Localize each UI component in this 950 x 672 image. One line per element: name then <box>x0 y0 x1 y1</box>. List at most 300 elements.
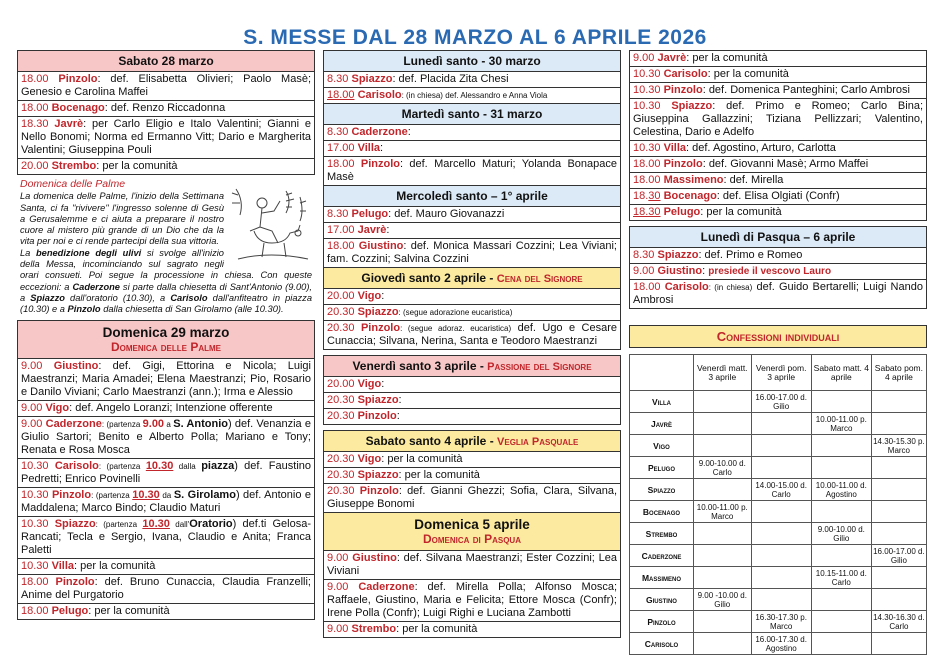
mass-place: Strembo <box>51 160 97 172</box>
confessions-cell <box>811 435 871 457</box>
confessions-cell <box>694 391 752 413</box>
mass-row <box>324 551 620 580</box>
mass-time: 9.00 <box>21 359 43 372</box>
confessions-row <box>630 391 927 413</box>
mass-row <box>630 264 926 280</box>
mass-place: Javrè <box>657 52 687 64</box>
mass-intentions: : per la comunità <box>88 604 170 617</box>
mass-intentions: : per la comunità <box>74 559 156 572</box>
procession-note: da <box>159 490 174 500</box>
mass-time: 20.00 <box>21 160 49 172</box>
mass-row <box>324 409 620 424</box>
mass-time: 9.00 <box>327 552 349 564</box>
mass-intentions: ) def.ti Gelosa-Rancati; Tecla e Sergio, Ivana, Claudio e Anita; Franca Paletti <box>21 517 312 556</box>
note-text: dall'oratorio (10.30), a <box>64 292 171 303</box>
mass-time: 9.00 <box>21 401 43 414</box>
mass-intentions: def. Ugo e Cesare Cunaccia; Silvana, Nerina, Santa e Teodoro Maestranzi <box>327 322 617 347</box>
note-bold: Carisolo <box>170 292 208 303</box>
confessions-cell <box>751 589 811 611</box>
confessions-cell <box>751 391 811 413</box>
confessions-cell <box>694 523 752 545</box>
mass-place: Spiazzo <box>357 469 399 481</box>
mass-time: 10.30 <box>21 517 49 530</box>
mass-place: Giustino <box>53 359 99 372</box>
mass-place: Javrè <box>54 118 84 130</box>
confessions-slot: 14.30-15.30 p. Marco <box>873 436 925 455</box>
confessions-header-row <box>630 355 927 391</box>
mass-intentions: : def. Bruno Cunaccia, Claudia Franzelli; Anime del Purgatorio <box>21 575 311 601</box>
mass-row <box>630 51 926 67</box>
mass-note: : (in chiesa) <box>708 283 753 292</box>
mass-row <box>324 157 620 185</box>
sunday-5-box <box>323 513 621 638</box>
mass-row <box>630 99 926 141</box>
mass-time: 8.30 <box>327 73 349 85</box>
note-bold: Pinzolo <box>67 304 101 315</box>
mass-time: 10.30 <box>21 459 49 472</box>
confessions-row <box>630 435 927 457</box>
easter-monday-box <box>629 226 927 309</box>
confessions-cell <box>694 545 752 567</box>
saturday-4-box <box>323 430 621 513</box>
confessions-cell <box>694 435 752 457</box>
mass-row <box>324 72 620 88</box>
mass-row <box>18 101 314 117</box>
mass-time-changed: 30 <box>648 190 661 202</box>
mass-row <box>630 157 926 173</box>
confessions-row <box>630 413 927 435</box>
procession-time: 10.30 <box>132 488 160 501</box>
mass-time: 20.00 <box>327 378 355 390</box>
mass-intentions: : per la comunità <box>707 68 789 80</box>
mass-place: Pelugo <box>51 604 89 617</box>
mass-intentions: : per la comunità <box>700 206 782 218</box>
mass-intentions: : per Carlo Eligio e Italo Valentini; Gianni e Nello Bonomi; Norma ed Ermanno Vitt; Dario e Margherita Valentini; Giuseppina Pouli <box>21 118 311 156</box>
mass-place: Vigo <box>357 453 382 465</box>
mass-place: Giustino <box>352 552 397 564</box>
confessions-slot: 16.30-17.30 p. Marco <box>755 612 807 631</box>
mass-intentions: : def. Placida Zita Chesi <box>392 73 509 85</box>
sunday-5-header <box>324 513 620 551</box>
mass-time: 8.30 <box>327 208 349 220</box>
mass-place: Spiazzo <box>657 249 699 261</box>
tuesday-31-header: Martedì santo - 31 marzo <box>324 104 620 125</box>
mass-place: Bocenago <box>51 102 105 114</box>
confessions-cell <box>871 611 926 633</box>
mass-intentions: def. Guido Bertarelli; Luigi Nando Ambrosi <box>633 281 923 306</box>
mass-intentions: : def. Marcello Maturi; Yolanda Bonapace Masè <box>327 158 617 183</box>
confessions-place: Massimeno <box>630 567 694 589</box>
mass-time: 18.00 <box>327 89 355 101</box>
mass-time: 18.00 <box>327 158 355 170</box>
mass-row <box>18 159 314 174</box>
confessions-slot: 14.00-15.00 d. Carlo <box>755 480 807 499</box>
mass-time: 20.30 <box>327 410 355 422</box>
confessions-cell <box>811 501 871 523</box>
confessions-cell <box>694 589 752 611</box>
mass-intentions: : per la comunità <box>96 160 178 172</box>
confessions-slot: 16.00-17.00 d. Gilio <box>755 392 807 411</box>
mass-time: 17.00 <box>327 224 355 236</box>
confessions-place: Pinzolo <box>630 611 694 633</box>
confessions-title: Confessioni individuali <box>629 325 927 348</box>
confessions-cell <box>871 413 926 435</box>
mass-place: Spiazzo <box>54 517 96 530</box>
confessions-row <box>630 523 927 545</box>
note-bold: Caderzone <box>72 281 120 292</box>
mass-intentions: : def. Gigi, Ettorina e Nicola; Luigi Maestranzi; Maria Amadei; Elena Maestranzi; Pio, Rosario e Danilo Viviani; Carlo Maestranzi (ann.); Irma e Alessio <box>21 359 311 398</box>
mass-place: Carisolo <box>663 68 708 80</box>
mass-place: Bocenago <box>663 190 717 202</box>
mass-intentions: : def. Mirella Polla; Alfonso Mosca; Raffaele, Giustino, Maria e Felicita; Ettore Mosca (Confr); Irene Polla (Confr); Luigi Righi e Luciana Zambotti <box>327 581 617 619</box>
confessions-row <box>630 611 927 633</box>
mass-intentions: : def. Mauro Giovanazzi <box>388 208 505 220</box>
mass-place: Vigo <box>357 378 382 390</box>
mass-place: Pinzolo <box>51 488 92 501</box>
confessions-cell <box>751 479 811 501</box>
procession-note: : (partenza <box>91 490 133 500</box>
confessions-cell <box>751 611 811 633</box>
confessions-cell <box>871 501 926 523</box>
mass-time: 10.30 <box>21 559 49 572</box>
mass-time: 20.30 <box>327 306 355 318</box>
procession-note: : (partenza <box>98 461 146 471</box>
mass-time: 9.00 <box>21 417 43 430</box>
mass-row <box>324 223 620 239</box>
confessions-slot: 16.00-17.30 d. Agostino <box>755 634 807 653</box>
mass-intentions: : per la comunità <box>686 52 768 64</box>
procession-time: 10.30 <box>145 459 174 472</box>
confessions-cell <box>871 633 926 655</box>
mass-intentions: : def. Elisa Olgiati (Confr) <box>716 190 840 202</box>
mass-time: 10.30 <box>633 142 661 154</box>
confessions-place: Javrè <box>630 413 694 435</box>
confessions-cell <box>811 523 871 545</box>
mass-time: 18.00 <box>21 575 49 588</box>
sunday-29-header <box>18 321 314 359</box>
mass-time: 20.00 <box>327 290 355 302</box>
mass-row <box>630 173 926 189</box>
confessions-cell <box>751 633 811 655</box>
confessions-cell <box>694 479 752 501</box>
confessions-slot: 14.30-16.30 d. Carlo <box>873 612 925 631</box>
mass-intentions: : per la comunità <box>396 623 478 635</box>
mass-place: Carisolo <box>664 281 709 293</box>
confessions-cell <box>751 457 811 479</box>
column-middle <box>323 50 621 638</box>
mass-note: : (segue adorazione eucaristica) <box>398 308 513 317</box>
friday-3-box <box>323 355 621 425</box>
confessions-cell <box>751 523 811 545</box>
mass-place: Carisolo <box>357 89 402 101</box>
palm-sunday-title: Domenica delle Palme <box>20 178 126 190</box>
mass-time: 18.00 <box>633 174 661 186</box>
confessions-slot: 10.00-11.00 p. Marco <box>815 414 867 433</box>
sunday-29-subtitle: Domenica delle Palme <box>110 339 221 354</box>
confessions-place: Spiazzo <box>630 479 694 501</box>
mass-row <box>324 289 620 305</box>
mass-time: 18. <box>633 190 649 202</box>
confessions-corner <box>630 355 694 391</box>
mass-row <box>630 67 926 83</box>
mass-intentions: : def. Primo e Romeo; Carlo Bina; Giuseppina Gallazzini; Tiziana Pellizzari; Valentino, Celestina, Dario e Adelfo <box>633 100 923 138</box>
confessions-cell <box>811 589 871 611</box>
confessions-place: Bocenago <box>630 501 694 523</box>
mass-time: 10.30 <box>633 68 661 80</box>
mass-place: Pelugo <box>351 208 389 220</box>
confessions-cell <box>694 611 752 633</box>
mass-row <box>630 280 926 308</box>
friday-3-header <box>324 356 620 377</box>
mass-row <box>324 622 620 637</box>
page-title: S. MESSE DAL 28 MARZO AL 6 APRILE 2026 <box>243 26 707 49</box>
confessions-slot: 9.00 -10.00 d. Gilio <box>697 590 747 609</box>
easter-monday-header: Lunedì di Pasqua – 6 aprile <box>630 227 926 248</box>
confessions-cell <box>694 633 752 655</box>
confessions-cell <box>871 589 926 611</box>
thursday-2-box <box>323 268 621 350</box>
mass-row <box>630 205 926 220</box>
mass-intentions: : def. Elisabetta Olivieri; Paolo Masè; Genesio e Carolina Maffei <box>21 73 312 98</box>
mass-intentions: : <box>386 224 390 236</box>
mass-intentions: : def. Silvana Maestranzi; Ester Cozzini; Lea Viviani <box>327 552 618 577</box>
confessions-cell <box>694 501 752 523</box>
sunday-29-date: Domenica 29 marzo <box>102 324 230 340</box>
confessions-place: Pelugo <box>630 457 694 479</box>
mass-row <box>630 248 926 264</box>
tuesday-31-box <box>323 104 621 186</box>
mass-time: 20.30 <box>327 485 355 497</box>
confessions-cell <box>811 611 871 633</box>
confessions-row <box>630 567 927 589</box>
mass-row <box>18 72 314 101</box>
saturday-4-header <box>324 431 620 452</box>
mass-time: 18.00 <box>21 604 49 617</box>
thursday-2-header <box>324 268 620 289</box>
mass-place: Giustino <box>657 265 703 277</box>
mass-time: 9.00 <box>633 265 655 277</box>
mass-place: Pinzolo <box>357 410 397 422</box>
confessions-cell <box>751 413 811 435</box>
friday-3-subtitle: Passione del Signore <box>487 361 592 373</box>
confessions-cell <box>811 391 871 413</box>
mass-place: Villa <box>357 142 381 154</box>
confessions-cell <box>694 567 752 589</box>
confessions-place: Strembo <box>630 523 694 545</box>
mass-intentions: : def. Angelo Loranzi; Intenzione offerente <box>69 401 273 414</box>
mass-place: Spiazzo <box>357 394 399 406</box>
confessions-place: Villa <box>630 391 694 413</box>
mass-place: Spiazzo <box>357 306 399 318</box>
mass-intentions: : def. Monica Massari Cozzini; Lea Viviani; fam. Cozzini; Salvina Cozzini <box>327 240 617 265</box>
mass-row <box>18 117 314 159</box>
thursday-2-subtitle: Cena del Signore <box>496 273 583 285</box>
confessions-cell <box>811 545 871 567</box>
mass-place: Caderzone <box>45 417 102 430</box>
confessions-cell <box>871 435 926 457</box>
mass-time: 18.00 <box>633 158 661 170</box>
saturday-4-subtitle: Veglia Pasquale <box>497 436 579 448</box>
mass-time: 18.30 <box>21 118 49 130</box>
confessions-slot: 10.00-11.00 p. Marco <box>696 502 748 521</box>
saturday-28-header: Sabato 28 marzo <box>18 51 314 72</box>
mass-intentions: : <box>702 265 709 277</box>
wednesday-1-header: Mercoledì santo – 1° aprile <box>324 186 620 207</box>
confessions-row <box>630 457 927 479</box>
monday-30-header: Lunedì santo - 30 marzo <box>324 51 620 72</box>
mass-row <box>324 141 620 157</box>
confessions-place: Giustino <box>630 589 694 611</box>
mass-place: Pinzolo <box>359 485 399 497</box>
confessions-cell <box>751 545 811 567</box>
mass-time: 18.00 <box>327 240 355 252</box>
confessions-slot: 16.00-17.00 d. Gilio <box>873 546 925 565</box>
mass-intentions: : def. Giovanni Masè; Armo Maffei <box>702 158 869 170</box>
mass-time: 9.00 <box>327 581 349 593</box>
mass-intentions: : def. Gianni Ghezzi; Sofia, Clara, Silvana, Giuseppe Bonomi <box>327 485 617 510</box>
mass-row <box>324 239 620 267</box>
confessions-cell <box>871 391 926 413</box>
mass-intentions: ) def. Antonio e Maddalena; Marco Bindo; Claudio Maturi <box>21 488 312 514</box>
confessions-cell <box>871 567 926 589</box>
procession-note: : (partenza <box>101 419 143 429</box>
mass-place: Pelugo <box>663 206 701 218</box>
confessions-row <box>630 589 927 611</box>
mass-time: 10.30 <box>633 84 661 96</box>
mass-intentions: : <box>398 394 402 406</box>
mass-intentions: : per la comunità <box>381 453 463 465</box>
mass-row <box>324 393 620 409</box>
mass-place: Spiazzo <box>671 100 713 112</box>
bishop-note: presiede il vescovo Lauro <box>708 266 832 277</box>
mass-intentions: ) def. Faustino Pedretti; Enrico Povinelli <box>21 459 311 485</box>
mass-row <box>18 459 314 488</box>
confessions-cell <box>871 457 926 479</box>
mass-note: : (in chiesa) <box>401 91 443 100</box>
friday-3-date: Venerdì santo 3 aprile - <box>352 359 488 373</box>
mass-time: 9.00 <box>633 52 655 64</box>
mass-row <box>18 359 314 401</box>
confessions-slot: 10.00-11.00 d. Agostino <box>815 480 867 499</box>
confessions-cell <box>751 567 811 589</box>
mass-time: 20.30 <box>327 322 355 334</box>
mass-row <box>324 321 620 349</box>
mass-intentions: : def. Domenica Panteghini; Carlo Ambrosi <box>702 84 910 96</box>
confessions-slot: 9.00-10.00 d. Gilio <box>817 524 865 543</box>
mass-place: Vigo <box>357 290 382 302</box>
mass-intentions: ) def. Venanzia e Giulio Sartori; Benito e Alberto Polla; Mariano e Tony; Renata e Rosa Mosca <box>21 417 311 456</box>
monday-30-box <box>323 50 621 104</box>
procession-start: S. Antonio <box>173 417 228 430</box>
mass-place: Spiazzo <box>351 73 393 85</box>
mass-time: 8.30 <box>327 126 349 138</box>
mass-place: Giustino <box>358 240 404 252</box>
mass-intentions: def. Alessandro e Anna Viola <box>442 91 548 100</box>
confessions-row <box>630 633 927 655</box>
mass-intentions: : <box>407 126 411 138</box>
mass-place: Strembo <box>351 623 397 635</box>
procession-note: : (partenza <box>95 519 143 529</box>
mass-place: Javrè <box>357 224 387 236</box>
confessions-col-header: Venerdì pom. 3 aprile <box>751 355 811 391</box>
mass-time: 18.00 <box>21 102 49 114</box>
mass-time: 18.00 <box>21 73 49 85</box>
confessions-cell <box>871 545 926 567</box>
confessions-row <box>630 545 927 567</box>
note-text: dall'anfiteatro in piazza (10.30) e a <box>20 292 313 315</box>
mass-row <box>324 468 620 484</box>
thursday-2-date: Giovedì santo 2 aprile - <box>361 271 497 285</box>
confessions-col-header: Sabato matt. 4 aprile <box>811 355 871 391</box>
mass-intentions: : def. Agostino, Arturo, Carlotta <box>686 142 836 154</box>
mass-place: Pinzolo <box>663 84 703 96</box>
procession-note: dall' <box>169 519 190 529</box>
mass-row <box>324 207 620 223</box>
procession-note: dalla <box>173 461 202 471</box>
column-right <box>629 50 927 655</box>
confessions-slot: 9.00-10.00 d. Carlo <box>698 458 746 477</box>
mass-place: Massimeno <box>663 174 724 186</box>
mass-time: 20.30 <box>327 453 355 465</box>
confessions-cell <box>811 567 871 589</box>
mass-time: 20.30 <box>327 469 355 481</box>
mass-intentions: : per la comunità <box>398 469 480 481</box>
confessions-place: Caderzone <box>630 545 694 567</box>
mass-row <box>324 305 620 321</box>
mass-time-changed: 18.30 <box>633 206 661 218</box>
confessions-cell <box>871 523 926 545</box>
confessions-col-header: Venerdì matt. 3 aprile <box>694 355 752 391</box>
mass-time: 9.00 <box>327 623 349 635</box>
mass-row <box>324 484 620 512</box>
confessions-cell <box>694 457 752 479</box>
mass-place: Pinzolo <box>663 158 703 170</box>
mass-row <box>18 575 314 604</box>
confessions-cell <box>811 633 871 655</box>
mass-row <box>18 559 314 575</box>
mass-place: Pinzolo <box>360 158 400 170</box>
palm-sunday-note <box>17 175 315 320</box>
mass-row <box>18 517 314 559</box>
mass-intentions: : <box>396 410 400 422</box>
mass-row <box>630 83 926 99</box>
procession-start: S. Girolamo <box>173 488 236 501</box>
mass-note: : (segue adoraz. eucaristica) <box>400 324 512 333</box>
confessions-slot: 10.15-11.00 d. Carlo <box>815 568 867 587</box>
mass-intentions: : def. Renzo Riccadonna <box>104 102 226 114</box>
confessions-col-header: Sabato pom. 4 aprile <box>871 355 926 391</box>
procession-start: Oratorio <box>189 517 233 530</box>
column-left <box>17 50 315 620</box>
mass-intentions: : <box>381 378 385 390</box>
note-text: si svolge all'inizio della Messa, incominciando sul sagrato negli orari consueti. Poi segue la processione in chiesa. Con queste eccezioni: a <box>20 247 312 292</box>
palm-procession-drawing-icon <box>228 181 312 265</box>
mass-time: 10.30 <box>21 488 49 501</box>
mass-place: Pinzolo <box>360 322 401 334</box>
confessions-row <box>630 501 927 523</box>
note-text: si parte dalla chiesetta di Sant'Antonio (9.00), a <box>20 281 312 303</box>
mass-place: Vigo <box>45 401 70 414</box>
confessions-cell <box>811 413 871 435</box>
procession-time: 10.30 <box>142 517 170 530</box>
mass-place: Pinzolo <box>58 73 98 85</box>
mass-row <box>324 452 620 468</box>
mass-row <box>18 604 314 619</box>
procession-note: a <box>164 419 174 429</box>
mass-place: Villa <box>663 142 687 154</box>
mass-row <box>324 125 620 141</box>
mass-place: Caderzone <box>351 126 408 138</box>
